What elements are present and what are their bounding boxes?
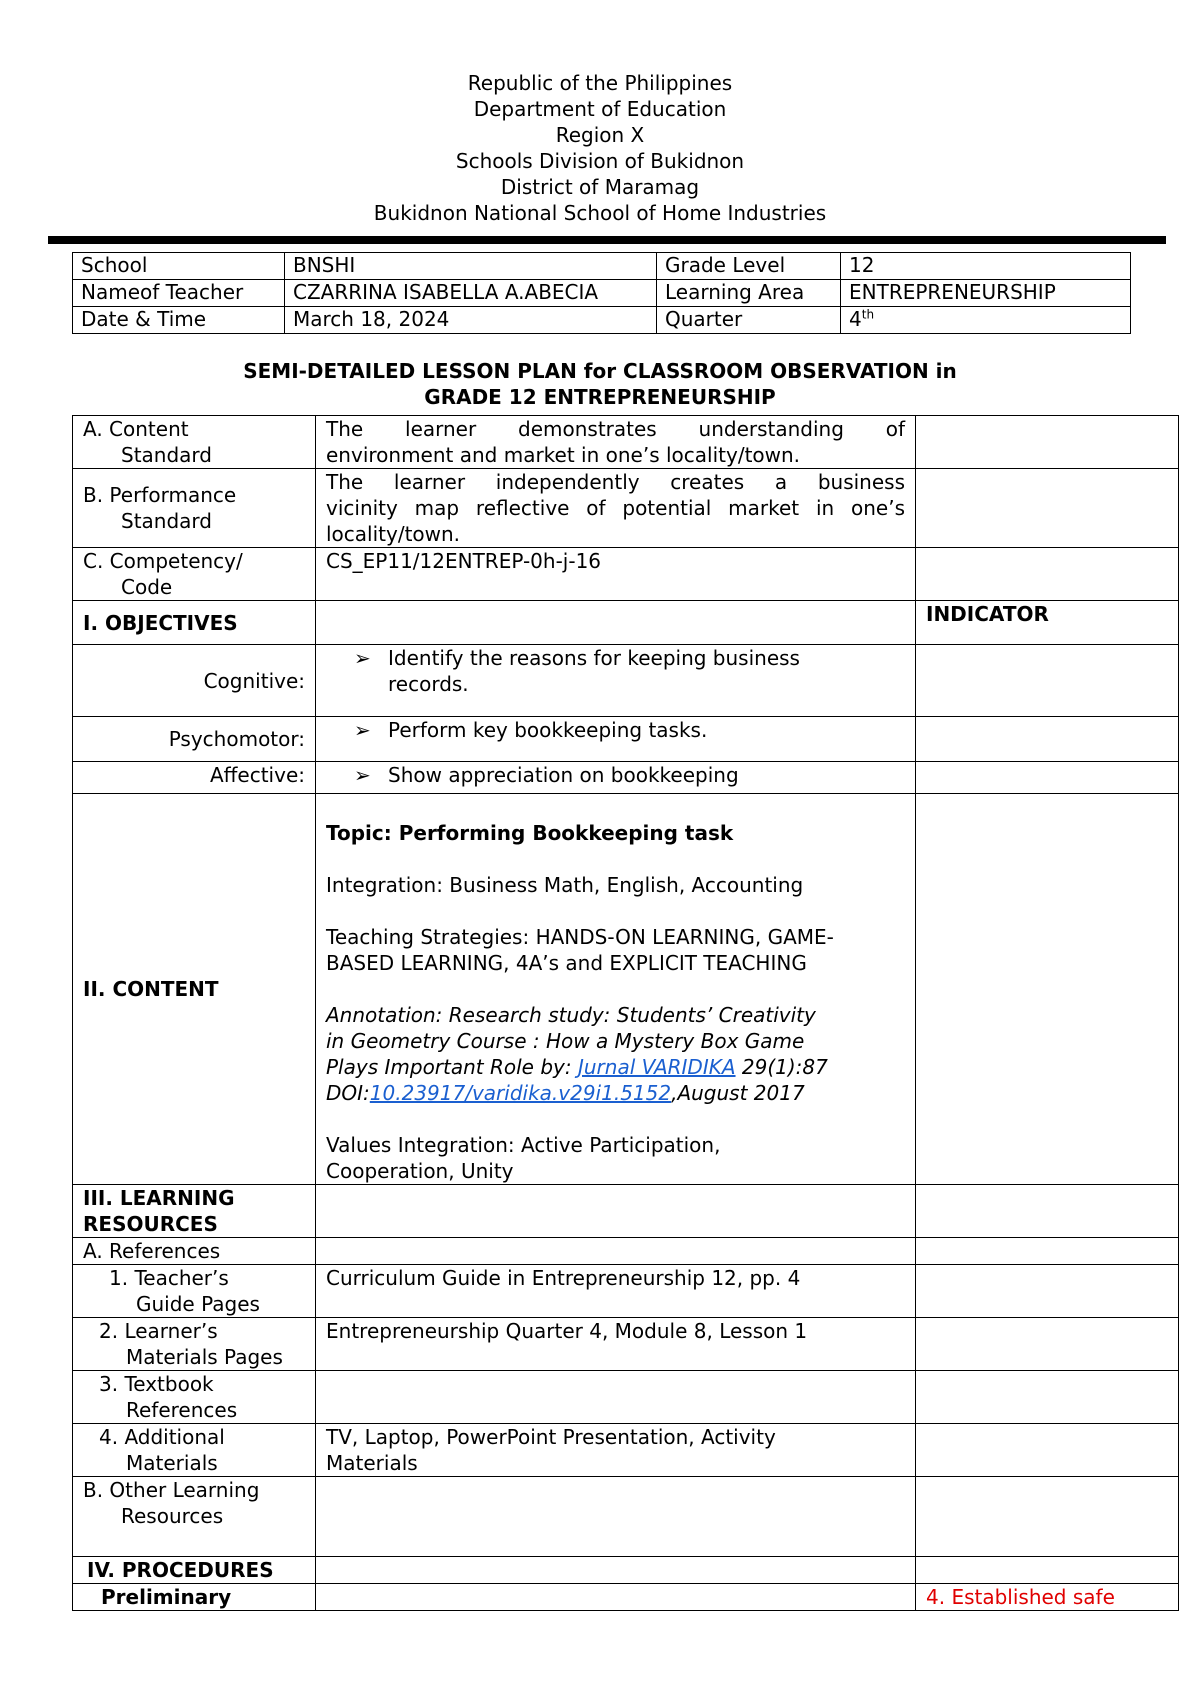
info-row-teacher bbox=[73, 280, 1131, 307]
other-resources-value bbox=[316, 1477, 916, 1557]
row-competency bbox=[73, 548, 1179, 601]
learning-resources-label bbox=[73, 1185, 316, 1238]
performance-standard-label bbox=[73, 469, 316, 548]
additional-materials-label-line2: Materials bbox=[126, 1451, 218, 1475]
quarter-label: Quarter bbox=[657, 307, 841, 334]
competency-code: CS_EP11/12ENTREP-0h-j-16 bbox=[316, 548, 916, 601]
learning-resources-label-line2: RESOURCES bbox=[83, 1212, 218, 1236]
performance-standard-value bbox=[316, 469, 916, 548]
header-line-district: District of Maramag bbox=[500, 175, 700, 199]
other-resources-indicator bbox=[916, 1477, 1179, 1557]
learners-materials-indicator bbox=[916, 1318, 1179, 1371]
teachers-guide-label-line2: Guide Pages bbox=[136, 1292, 260, 1316]
content-label: II. CONTENT bbox=[73, 794, 316, 1185]
row-references bbox=[73, 1238, 1179, 1265]
values-line1: Values Integration: Active Participation, bbox=[326, 1133, 721, 1157]
learners-materials-label-line1: 2. Learner’s bbox=[99, 1319, 218, 1343]
additional-materials-indicator bbox=[916, 1424, 1179, 1477]
textbook-references-value bbox=[316, 1371, 916, 1424]
lesson-plan-title bbox=[0, 358, 1200, 410]
affective-indicator bbox=[916, 762, 1179, 794]
teachers-guide-value: Curriculum Guide in Entrepreneurship 12, pp. 4 bbox=[316, 1265, 916, 1318]
teachers-guide-indicator bbox=[916, 1265, 1179, 1318]
school-label: School bbox=[73, 253, 285, 280]
arrow-bullet-icon: ➢ bbox=[354, 763, 371, 787]
strategies-line2: BASED LEARNING, 4A’s and EXPLICIT TEACHING bbox=[326, 951, 807, 975]
values-line2: Cooperation, Unity bbox=[326, 1159, 514, 1183]
journal-link[interactable]: Jurnal VARIDIKA bbox=[577, 1055, 736, 1079]
spacer bbox=[326, 1106, 905, 1132]
cognitive-text-line2: records. bbox=[388, 672, 469, 696]
area-value: ENTREPRENEURSHIP bbox=[841, 280, 1131, 307]
row-additional-materials bbox=[73, 1424, 1179, 1477]
title-line-2: GRADE 12 ENTREPRENEURSHIP bbox=[424, 385, 776, 409]
other-resources-label-line2: Resources bbox=[121, 1504, 224, 1528]
content-standard-line1: The learner demonstrates understanding of bbox=[326, 417, 905, 441]
teacher-label: Nameof Teacher bbox=[73, 280, 285, 307]
performance-label-line1: B. Performance bbox=[83, 483, 237, 507]
psychomotor-text: Perform key bookkeeping tasks. bbox=[388, 718, 708, 742]
content-standard-label bbox=[73, 416, 316, 469]
topic-text: Topic: Performing Bookkeeping task bbox=[326, 821, 734, 845]
header-line-republic: Republic of the Philippines bbox=[467, 71, 733, 95]
spacer bbox=[326, 898, 905, 924]
lesson-plan-table bbox=[72, 415, 1179, 1611]
annotation-line2: in Geometry Course : How a Mystery Box Game bbox=[326, 1029, 805, 1053]
other-resources-label-line1: B. Other Learning bbox=[83, 1478, 260, 1502]
affective-bullet bbox=[326, 762, 905, 788]
content-details bbox=[316, 794, 916, 1185]
references-value bbox=[316, 1238, 916, 1265]
date-value: March 18, 2024 bbox=[285, 307, 657, 334]
content-standard-label-line2: Standard bbox=[121, 443, 212, 467]
cognitive-label: Cognitive: bbox=[73, 645, 316, 717]
annotation-line4-pre: DOI: bbox=[326, 1081, 370, 1105]
other-resources-label bbox=[73, 1477, 316, 1557]
quarter-suffix: th bbox=[861, 307, 875, 322]
performance-standard-indicator bbox=[916, 469, 1179, 548]
row-cognitive bbox=[73, 645, 1179, 717]
content-standard-label-line1: A. Content bbox=[83, 417, 189, 441]
learning-resources-indicator bbox=[916, 1185, 1179, 1238]
cognitive-indicator bbox=[916, 645, 1179, 717]
procedures-label: IV. PROCEDURES bbox=[73, 1557, 316, 1584]
school-value: BNSHI bbox=[285, 253, 657, 280]
teachers-guide-label bbox=[73, 1265, 316, 1318]
header-divider bbox=[48, 236, 1166, 244]
cognitive-bullet bbox=[326, 645, 905, 697]
references-label: A. References bbox=[73, 1238, 316, 1265]
performance-line2: vicinity map reflective of potential market in one’s bbox=[326, 496, 905, 520]
row-preliminary bbox=[73, 1584, 1179, 1611]
info-row-date bbox=[73, 307, 1131, 334]
cognitive-objective bbox=[316, 645, 916, 717]
doi-link[interactable]: 10.23917/varidika.v29i1.5152 bbox=[369, 1081, 672, 1105]
arrow-bullet-icon: ➢ bbox=[354, 646, 371, 670]
row-psychomotor bbox=[73, 717, 1179, 762]
teachers-guide-label-line1: 1. Teacher’s bbox=[109, 1266, 229, 1290]
preliminary-value bbox=[316, 1584, 916, 1611]
indicator-established-safe: 4. Established safe bbox=[916, 1584, 1179, 1611]
annotation-line3-post: 29(1):87 bbox=[735, 1055, 828, 1079]
affective-objective bbox=[316, 762, 916, 794]
header-line-division: Schools Division of Bukidnon bbox=[455, 149, 745, 173]
arrow-bullet-icon: ➢ bbox=[354, 718, 371, 742]
learners-materials-label bbox=[73, 1318, 316, 1371]
learning-resources-value bbox=[316, 1185, 916, 1238]
learning-resources-label-line1: III. LEARNING bbox=[83, 1186, 235, 1210]
spacer bbox=[326, 976, 905, 1002]
content-indicator bbox=[916, 794, 1179, 1185]
procedures-indicator bbox=[916, 1557, 1179, 1584]
row-objectives bbox=[73, 601, 1179, 645]
header-line-deped: Department of Education bbox=[473, 97, 727, 121]
psychomotor-indicator bbox=[916, 717, 1179, 762]
objectives-label: I. OBJECTIVES bbox=[73, 601, 316, 645]
row-performance-standard bbox=[73, 469, 1179, 548]
textbook-label-line1: 3. Textbook bbox=[99, 1372, 214, 1396]
cognitive-text-line1: Identify the reasons for keeping business bbox=[388, 646, 800, 670]
content-standard-line2: environment and market in one’s locality/town. bbox=[326, 443, 801, 467]
document-header bbox=[0, 70, 1200, 226]
annotation-line3-pre: Plays Important Role by: bbox=[326, 1055, 578, 1079]
performance-line3: locality/town. bbox=[326, 522, 461, 546]
grade-value: 12 bbox=[841, 253, 1131, 280]
performance-label-line2: Standard bbox=[121, 509, 212, 533]
date-label: Date & Time bbox=[73, 307, 285, 334]
strategies-line1: Teaching Strategies: HANDS-ON LEARNING, GAME- bbox=[326, 925, 834, 949]
row-teachers-guide bbox=[73, 1265, 1179, 1318]
additional-materials-value bbox=[316, 1424, 916, 1477]
psychomotor-bullet bbox=[326, 717, 905, 743]
row-content bbox=[73, 794, 1179, 1185]
header-line-school: Bukidnon National School of Home Industries bbox=[373, 201, 827, 225]
grade-label: Grade Level bbox=[657, 253, 841, 280]
learners-materials-label-line2: Materials Pages bbox=[126, 1345, 283, 1369]
row-learners-materials bbox=[73, 1318, 1179, 1371]
psychomotor-objective bbox=[316, 717, 916, 762]
annotation-line4 bbox=[326, 1080, 905, 1106]
info-table bbox=[72, 252, 1131, 334]
procedures-value bbox=[316, 1557, 916, 1584]
competency-label-line2: Code bbox=[121, 575, 173, 599]
competency-indicator bbox=[916, 548, 1179, 601]
teacher-value: CZARRINA ISABELLA A.ABECIA bbox=[285, 280, 657, 307]
additional-materials-label-line1: 4. Additional bbox=[99, 1425, 225, 1449]
content-standard-indicator bbox=[916, 416, 1179, 469]
annotation-line1: Annotation: Research study: Students’ Creativity bbox=[326, 1003, 816, 1027]
info-row-school bbox=[73, 253, 1131, 280]
header-line-region: Region X bbox=[555, 123, 645, 147]
row-content-standard bbox=[73, 416, 1179, 469]
objectives-value bbox=[316, 601, 916, 645]
competency-label bbox=[73, 548, 316, 601]
row-procedures bbox=[73, 1557, 1179, 1584]
spacer bbox=[326, 846, 905, 872]
cognitive-text bbox=[388, 645, 800, 697]
row-other-resources bbox=[73, 1477, 1179, 1557]
textbook-references-label bbox=[73, 1371, 316, 1424]
annotation-line3 bbox=[326, 1054, 905, 1080]
affective-label: Affective: bbox=[73, 762, 316, 794]
competency-label-line1: C. Competency/ bbox=[83, 549, 243, 573]
annotation-line4-post: ,August 2017 bbox=[671, 1081, 805, 1105]
additional-materials-label bbox=[73, 1424, 316, 1477]
learners-materials-value: Entrepreneurship Quarter 4, Module 8, Lesson 1 bbox=[316, 1318, 916, 1371]
psychomotor-label: Psychomotor: bbox=[73, 717, 316, 762]
textbook-references-indicator bbox=[916, 1371, 1179, 1424]
textbook-label-line2: References bbox=[126, 1398, 238, 1422]
indicator-header: INDICATOR bbox=[916, 601, 1179, 645]
additional-materials-line1: TV, Laptop, PowerPoint Presentation, Activity bbox=[326, 1425, 776, 1449]
affective-text: Show appreciation on bookkeeping bbox=[388, 763, 739, 787]
preliminary-label: Preliminary bbox=[73, 1584, 316, 1611]
integration-text: Integration: Business Math, English, Accounting bbox=[326, 873, 804, 897]
annotation-block bbox=[326, 1002, 905, 1106]
row-learning-resources bbox=[73, 1185, 1179, 1238]
performance-line1: The learner independently creates a business bbox=[326, 470, 905, 494]
row-textbook-references bbox=[73, 1371, 1179, 1424]
references-indicator bbox=[916, 1238, 1179, 1265]
quarter-value bbox=[841, 307, 1131, 334]
quarter-number: 4 bbox=[849, 307, 862, 331]
title-line-1: SEMI-DETAILED LESSON PLAN for CLASSROOM OBSERVATION in bbox=[243, 359, 957, 383]
content-standard-value bbox=[316, 416, 916, 469]
row-affective bbox=[73, 762, 1179, 794]
area-label: Learning Area bbox=[657, 280, 841, 307]
additional-materials-line2: Materials bbox=[326, 1451, 418, 1475]
